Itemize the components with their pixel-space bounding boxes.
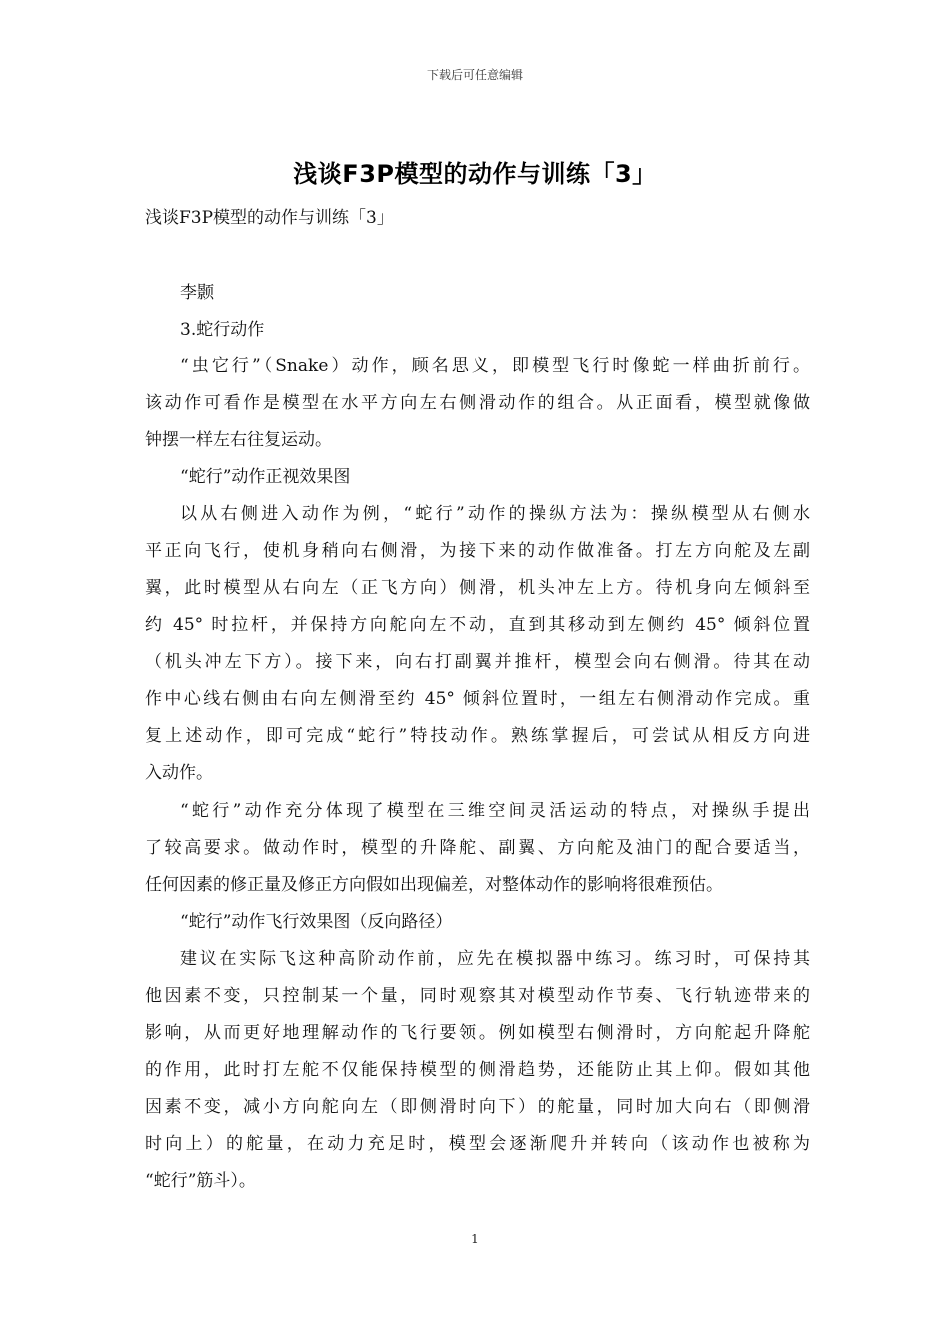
paragraph-line: 作中心线右侧由右向左侧滑至约 45° 倾斜位置时，一组左右侧滑动作完成。重 bbox=[145, 689, 810, 709]
document-title: 浅谈F3P模型的动作与训练「3」 bbox=[293, 160, 657, 188]
paragraph-line: “蛇行”筋斗）。 bbox=[145, 1171, 256, 1191]
paragraph-line: 时向上）的舵量，在动力充足时，模型会逐渐爬升并转向（该动作也被称为 bbox=[145, 1134, 810, 1154]
paragraph-line: 钟摆一样左右往复运动。 bbox=[145, 430, 332, 450]
paragraph-line: 约 45° 时拉杆，并保持方向舵向左不动，直到其移动到左侧约 45° 倾斜位置 bbox=[145, 615, 810, 635]
paragraph-line: （机头冲左下方）。接下来，向右打副翼并推杆，模型会向右侧滑。待其在动 bbox=[145, 652, 810, 672]
author-name: 李颢 bbox=[180, 283, 214, 303]
paragraph-line: 了较高要求。做动作时，模型的升降舵、副翼、方向舵及油门的配合要适当， bbox=[145, 838, 810, 858]
page-number: 1 bbox=[471, 1232, 479, 1246]
paragraph-line: 的作用，此时打左舵不仅能保持模型的侧滑趋势，还能防止其上仰。假如其他 bbox=[145, 1060, 810, 1080]
paragraph-line: 因素不变，减小方向舵向左（即侧滑时向下）的舵量，同时加大向右（即侧滑 bbox=[145, 1097, 810, 1117]
paragraph-line: 复上述动作，即可完成“蛇行”特技动作。熟练掌握后，可尝试从相反方向进 bbox=[145, 726, 810, 746]
paragraph-line: “虫它行”（Snake）动作，顾名思义，即模型飞行时像蛇一样曲折前行。 bbox=[180, 356, 810, 376]
paragraph-line: 影响，从而更好地理解动作的飞行要领。例如模型右侧滑时，方向舵起升降舵 bbox=[145, 1023, 810, 1043]
section-heading: 3.蛇行动作 bbox=[180, 320, 265, 340]
paragraph-line: 以从右侧进入动作为例，“蛇行”动作的操纵方法为：操纵模型从右侧水 bbox=[180, 504, 810, 524]
paragraph-line: 入动作。 bbox=[145, 763, 213, 783]
paragraph-line: “蛇行”动作充分体现了模型在三维空间灵活运动的特点，对操纵手提出 bbox=[180, 801, 810, 821]
document-subtitle: 浅谈F3P模型的动作与训练「3」 bbox=[145, 208, 394, 228]
paragraph-line: 翼，此时模型从右向左（正飞方向）侧滑，机头冲左上方。待机身向左倾斜至 bbox=[145, 578, 810, 598]
paragraph-line: 任何因素的修正量及修正方向假如出现偏差，对整体动作的影响将很难预估。 bbox=[145, 875, 723, 895]
paragraph-line: 该动作可看作是模型在水平方向左右侧滑动作的组合。从正面看，模型就像做 bbox=[145, 393, 810, 413]
paragraph-line: 他因素不变，只控制某一个量，同时观察其对模型动作节奏、飞行轨迹带来的 bbox=[145, 986, 810, 1006]
paragraph-line: 建议在实际飞这种高阶动作前，应先在模拟器中练习。练习时，可保持其 bbox=[180, 949, 810, 969]
paragraph-line: 平正向飞行，使机身稍向右侧滑，为接下来的动作做准备。打左方向舵及左副 bbox=[145, 541, 810, 561]
figure-caption: “蛇行”动作飞行效果图（反向路径） bbox=[180, 912, 453, 932]
page-header-note: 下载后可任意编辑 bbox=[426, 68, 523, 82]
figure-caption: “蛇行”动作正视效果图 bbox=[180, 467, 351, 487]
